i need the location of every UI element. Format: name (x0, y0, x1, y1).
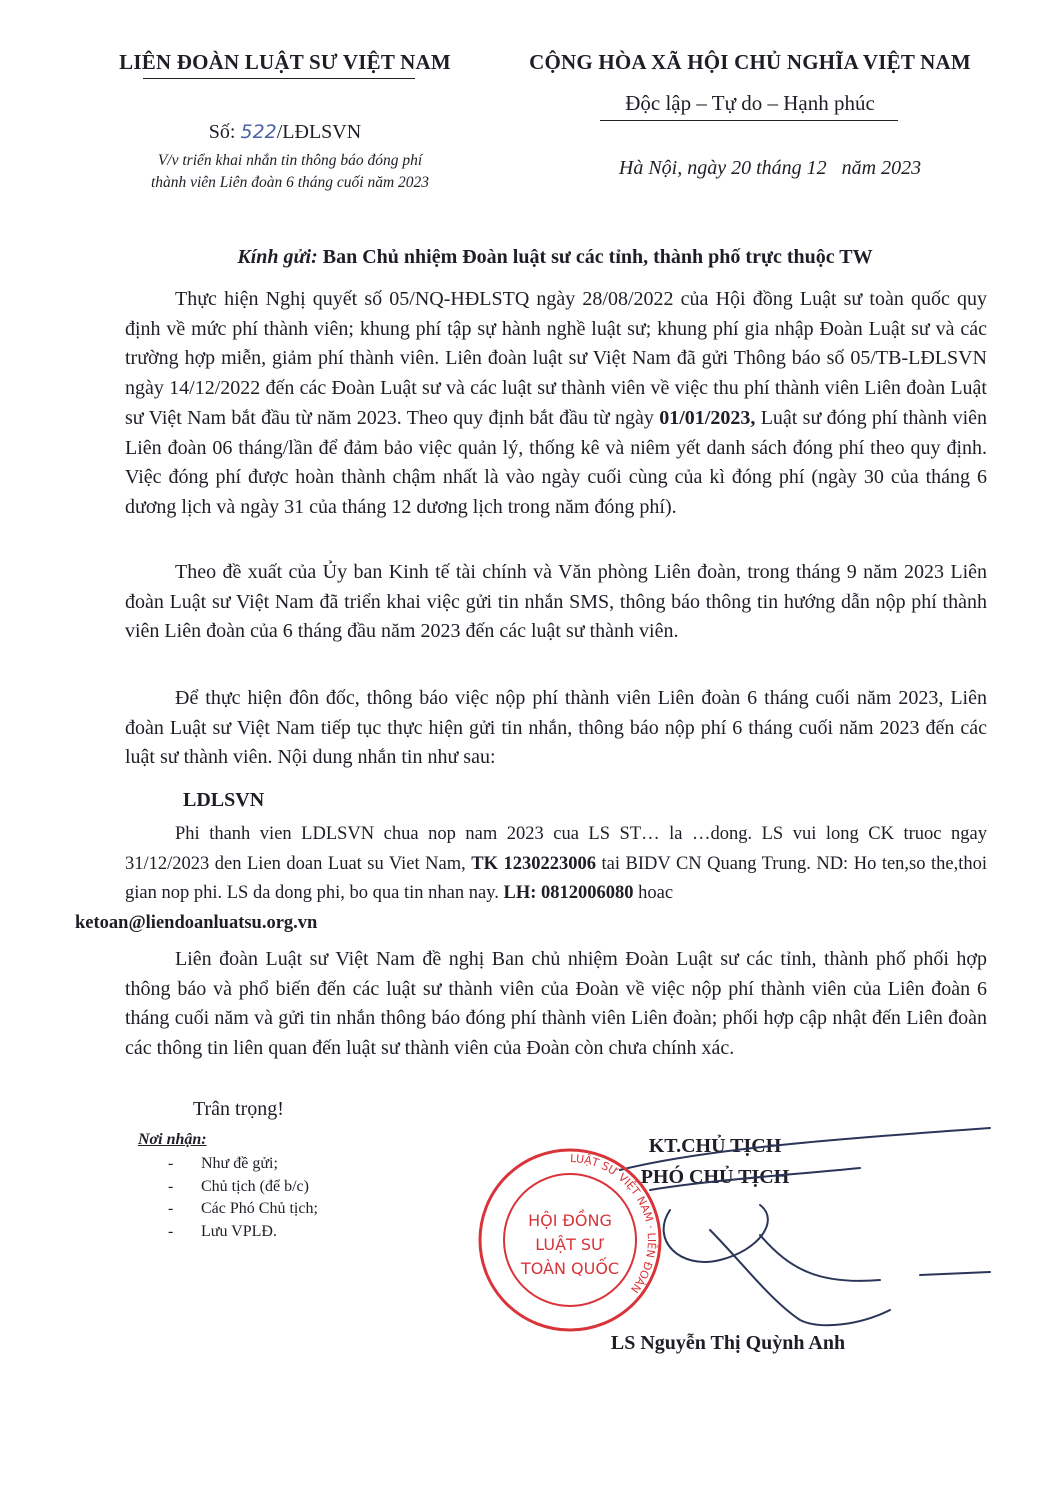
seal-text-3: TOÀN QUỐC (520, 1259, 620, 1278)
recipient-item: - Chủ tịch (để b/c) (168, 1176, 318, 1199)
paragraph-1-text-b: Luật sư đóng phí thành viên Liên đoàn 06 tháng/lần để đảm bảo việc quản lý, thống kê và niêm yết danh sách đóng phí theo quy định. Việc đóng phí được hoàn thành chậm nhất là vào ngày cuối cùng của kì đóng phí (ngày 30 của tháng 6 dương lịch và ngày 31 của tháng 12 dương lịch trong năm đóng phí). (125, 406, 987, 518)
sms-text-a: Phi thanh vien LDLSVN chua nop nam 2023 cua LS ST… la …dong. LS vui long CK truoc ngay 31/12/2023 den Lien doan Luat su Viet Nam, (125, 824, 987, 874)
motto: Độc lập – Tự do – Hạnh phúc (625, 91, 875, 115)
recipients-label: Nơi nhận: (138, 1131, 207, 1148)
official-seal-icon (470, 1140, 670, 1340)
recipient-label: Kính gửi: (237, 246, 318, 268)
signature-title-1: KT.CHỦ TỊCH (648, 1135, 782, 1157)
paragraph-2-text: Theo đề xuất của Ủy ban Kinh tế tài chính và Văn phòng Liên đoàn, trong tháng 9 năm 2023 Liên đoàn Luật sư Việt Nam đã triển khai việc gửi tin nhắn SMS, thông báo thông tin hướng dẫn nộp phí thành viên Liên đoàn của 6 tháng đầu năm 2023 đến các luật sư thành viên. (125, 561, 987, 643)
seal-ring-text: LUẬT SƯ VIỆT NAM · LIÊN ĐOÀN (569, 1151, 658, 1296)
doc-number (100, 121, 470, 144)
issue-date: Hà Nội, ngày 20 tháng 12 năm 2023 (618, 157, 922, 179)
subject-line-2: thành viên Liên đoàn 6 tháng cuối năm 2023 (150, 174, 430, 191)
subject-line-1: V/v triển khai nhắn tin thông báo đóng phí (157, 152, 423, 169)
sms-email: ketoan@liendoanluatsu.org.vn (75, 912, 318, 933)
seal-text-2: LUẬT SƯ (535, 1235, 605, 1254)
sms-account: TK 1230223006 (471, 853, 597, 874)
sms-phone: LH: 0812006080 (503, 883, 634, 903)
signer-name: LS Nguyễn Thị Quỳnh Anh (610, 1332, 846, 1354)
recipient-item: - Như đề gửi; (168, 1153, 318, 1176)
recipient-text: Ban Chủ nhiệm Đoàn luật sư các tỉnh, thành phố trực thuộc TW (322, 246, 873, 268)
recipient-item: - Các Phó Chủ tịch; (168, 1198, 318, 1221)
country-name: CỘNG HÒA XÃ HỘI CHỦ NGHĨA VIỆT NAM (529, 50, 971, 74)
paragraph-1-text-a: Thực hiện Nghị quyết số 05/NQ-HĐLSTQ ngày 28/08/2022 của Hội đồng Luật sư toàn quốc quy định về mức phí thành viên; khung phí tập sự hành nghề luật sư; khung phí gia nhập Đoàn Luật sư và các trường hợp miễn, giảm phí thành viên. Liên đoàn luật sư Việt Nam đã gửi Thông báo số 05/TB-LĐLSVN ngày 14/12/2022 đến các Đoàn Luật sư và các luật sư thành viên về việc thu phí thành viên Liên đoàn Luật sư Việt Nam bắt đầu từ năm 2023. Theo quy định bắt đầu từ ngày (125, 288, 987, 429)
recipient-line (125, 246, 985, 269)
doc-number-suffix: /LĐLSVN (276, 121, 362, 143)
doc-number-prefix: Số: (208, 121, 236, 143)
sms-text-b: tai BIDV CN Quang Trung. ND: Ho ten,so the,thoi gian nop phi. LS da dong phi, bo qua tin nhan nay. (125, 853, 988, 903)
recipient-item: - Lưu VPLĐ. (168, 1221, 318, 1244)
paragraph-3-text: Để thực hiện đôn đốc, thông báo việc nộp phí thành viên Liên đoàn 6 tháng cuối năm 2023, Liên đoàn Luật sư Việt Nam tiếp tục thực hiện gửi tin nhắn, thông báo nộp phí 6 tháng cuối năm 2023 đến các luật sư thành viên. Nội dung nhắn tin như sau: (125, 687, 987, 769)
sms-content (75, 820, 988, 938)
paragraph-2 (125, 558, 987, 647)
paragraph-4-text: Liên đoàn Luật sư Việt Nam đề nghị Ban chủ nhiệm Đoàn Luật sư các tỉnh, thành phố phối hợp thông báo và phổ biến đến các luật sư thành viên của Đoàn về việc nộp phí thành viên của Liên đoàn 6 tháng cuối năm và gửi tin nhắn thông báo đóng phí thành viên Liên đoàn; phối hợp cập nhật đến Liên đoàn các thông tin liên quan đến luật sư thành viên của Đoàn còn chưa chính xác. (125, 948, 987, 1060)
paragraph-1-date-bold: 01/01/2023, (659, 406, 756, 429)
subject (100, 150, 480, 194)
sms-title: LDLSVN (183, 789, 265, 811)
seal-text-1: HỘI ĐỒNG (528, 1211, 612, 1230)
signature-title-2: PHÓ CHỦ TỊCH (640, 1166, 790, 1188)
motto-underline (600, 120, 898, 121)
doc-number-handwritten: 522 (240, 121, 277, 143)
org-name-underline (143, 78, 415, 79)
paragraph-4 (125, 945, 987, 1064)
sms-text-c: hoac (638, 883, 674, 903)
recipients-list (168, 1153, 318, 1243)
org-name: LIÊN ĐOÀN LUẬT SƯ VIỆT NAM (119, 50, 451, 74)
closing: Trân trọng! (193, 1098, 284, 1120)
paragraph-1 (125, 285, 987, 523)
paragraph-3 (125, 684, 987, 773)
